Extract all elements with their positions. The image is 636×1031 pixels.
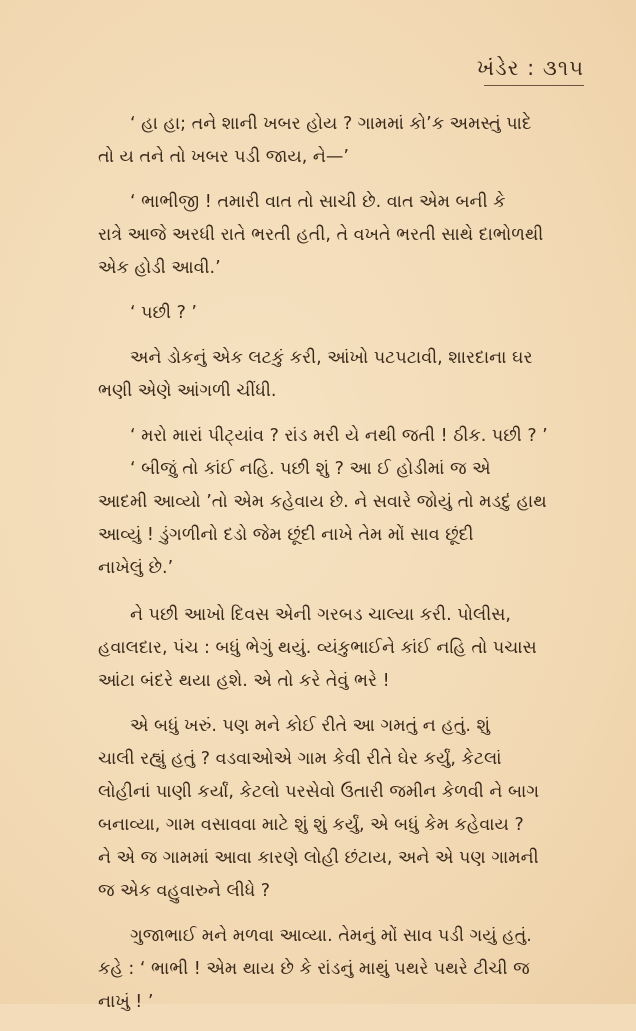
- text-line: રાત્રે આજે અરધી રાતે ભરતી હતી, તે વખતે ભરતી સાથે દાભોળથી: [98, 225, 544, 245]
- page-body: [66, 108, 576, 1031]
- text-line: આંટા બંદરે થયા હશે. એ તો કરે તેવું ભરે !: [98, 671, 390, 691]
- text-line: ગુજાભાઈ મને મળવા આવ્યા. તેમનું મોં સાવ પડી ગયું હતું.: [130, 926, 532, 946]
- running-header: ખંડેર : ૩૧૫: [476, 56, 584, 80]
- text-line: લોહીનાં પાણી કર્યાં, કેટલો પરસેવો ઉતારી જમીન કેળવી ને બાગ: [98, 782, 540, 802]
- text-line: ‘ મરો મારાં પીટ્યાંવ ? રાંડ મરી યે નથી જતી ! ઠીક. પછી ? ’: [130, 426, 548, 446]
- text-line: જ એક વહુવારુને લીધે ?: [98, 881, 271, 901]
- text-line: ‘ પછી ? ’: [130, 303, 197, 323]
- text-line: નાખેલું છે.’: [98, 558, 174, 578]
- text-line: નાખું ! ’: [98, 992, 154, 1012]
- paragraph: [66, 297, 576, 330]
- paragraph: [66, 108, 576, 174]
- text-line: ‘ ભાભીજી ! તમારી વાત તો સાચી છે. વાત એમ બની કે: [130, 192, 506, 212]
- paragraph: [66, 342, 576, 408]
- text-line: કહે : ‘ ભાભી ! એમ થાય છે કે રાંડનું માથું પથરે પથરે ટીચી જ: [98, 959, 530, 979]
- page-header: [477, 56, 584, 86]
- header-rule: [484, 85, 584, 86]
- paragraph: [66, 453, 576, 585]
- paragraph: [66, 710, 576, 908]
- paragraph: [66, 599, 576, 698]
- text-line: ને પછી આખો દિવસ એની ગરબડ ચાલ્યા કરી. પોલીસ,: [130, 605, 511, 625]
- text-line: તો ય તને તો ખબર પડી જાય, ને—’: [98, 147, 349, 167]
- text-line: બનાવ્યા, ગામ વસાવવા માટે શું શું કર્યું, એ બધું કેમ કહેવાય ?: [98, 815, 524, 835]
- text-line: ને એ જ ગામમાં આવા કારણે લોહી છંટાય, અને એ પણ ગામની: [98, 848, 539, 868]
- paragraph: [66, 186, 576, 285]
- text-line: ‘ હા હા; તને શાની ખબર હોય ? ગામમાં કો’ક અમસ્તું પાદે: [130, 114, 532, 134]
- text-line: ‘ બીજું તો કાંઈ નહિ. પછી શું ? આ ઈ હોડીમાં જ એ: [130, 459, 491, 479]
- paragraph: [66, 920, 576, 1019]
- text-line: એક હોડી આવી.’: [98, 258, 221, 278]
- text-line: એ બધું ખરું. પણ મને કોઈ રીતે આ ગમતું ન હતું. શું: [130, 716, 491, 736]
- text-line: ભણી એણે આંગળી ચીંધી.: [98, 381, 277, 401]
- text-line: હવાલદાર, પંચ : બધું ભેગું થયું. વ્યંકુભાઈને કાંઈ નહિ તો પચાસ: [98, 638, 537, 658]
- text-line: આવ્યું ! ડુંગળીનો દડો જેમ છૂંદી નાખે તેમ મોં સાવ છૂંદી: [98, 525, 474, 545]
- paragraph: [66, 420, 576, 453]
- text-line: અને ડોકનું એક લટકું કરી, આંખો પટપટાવી, શારદાના ઘર: [130, 348, 533, 368]
- text-line: ચાલી રહ્યું હતું ? વડવાઓએ ગામ કેવી રીતે ઘેર કર્યું, કેટલાં: [98, 749, 502, 769]
- text-line: આદમી આવ્યો ’તો એમ કહેવાય છે. ને સવારે જોયું તો મડદું હાથ: [98, 492, 547, 512]
